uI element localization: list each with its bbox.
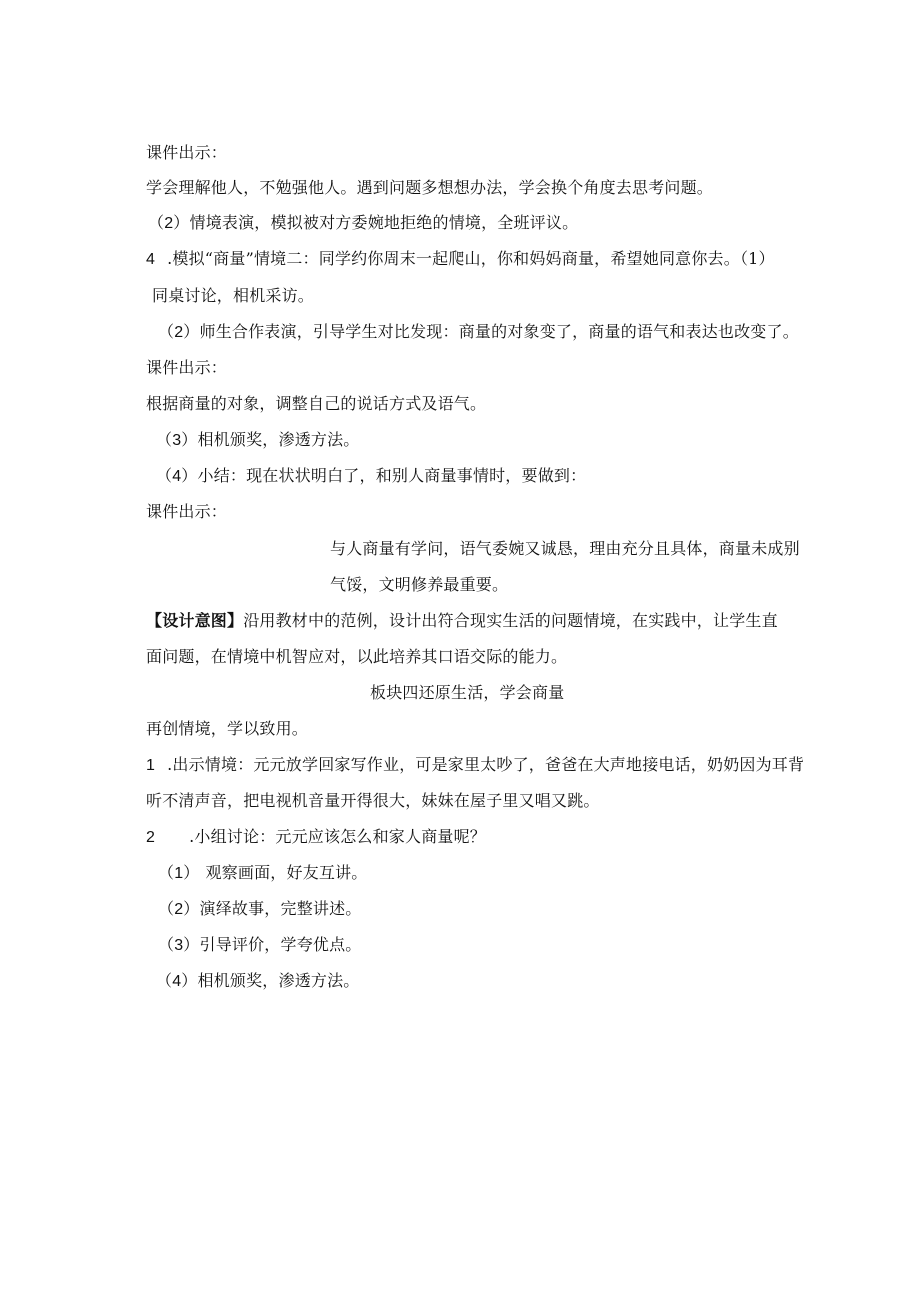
rhyme-line-2: 气馁，文明修养最重要。 — [330, 575, 509, 594]
courseware-label-2: 课件出示： — [146, 358, 228, 377]
design-intent-text: 沿用教材中的范例，设计出符合现实生活的问题情境，在实践中，让学生直 — [243, 611, 778, 630]
item-number: （1） — [158, 865, 200, 882]
sub-item-2 — [158, 898, 362, 921]
sub-item-3 — [158, 934, 362, 957]
item-text: 师生合作表演，引导学生对比发现：商量的对象变了，商量的语气和表达也改变了。 — [199, 322, 799, 341]
item-number: （4） — [156, 973, 198, 990]
item-4-scenario-two — [146, 248, 775, 271]
item-text: 相机颁奖，渗透方法。 — [197, 430, 360, 449]
item-number: （2） — [148, 215, 190, 232]
item-2-role-play — [148, 212, 578, 235]
sub-item-4 — [156, 970, 360, 993]
item-text: 观察画面，好友互讲。 — [205, 863, 368, 882]
courseware-text-2: 根据商量的对象，调整自己的说话方式及语气。 — [146, 394, 487, 413]
courseware-label-3: 课件出示： — [146, 502, 228, 521]
item-1-continuation: 听不清声音，把电视机音量开得很大，妹妹在屋子里又唱又跳。 — [146, 791, 600, 810]
sub-item-1 — [158, 862, 368, 885]
section-heading: 板块四还原生活，学会商量 — [370, 683, 565, 702]
item-text: 引导评价，学夸优点。 — [199, 935, 362, 954]
item-number: 4 — [146, 251, 156, 268]
design-intent-continuation: 面问题，在情境中机智应对，以此培养其口语交际的能力。 — [146, 647, 568, 666]
section-intro: 再创情境，学以致用。 — [146, 719, 309, 738]
item-1-show-scenario — [146, 754, 804, 777]
design-intent-label: 【设计意图】 — [146, 611, 244, 630]
item-text: 演绎故事，完整讲述。 — [199, 899, 362, 918]
item-number: （2） — [158, 324, 200, 341]
item-text: 情境表演，模拟被对方委婉地拒绝的情境，全班评议。 — [189, 213, 579, 232]
item-2-teacher-student — [158, 321, 799, 344]
item-4-summary — [156, 465, 586, 488]
item-number: 1 — [146, 757, 156, 774]
item-3-award — [156, 429, 360, 452]
item-number: （2） — [158, 901, 200, 918]
item-text: .出示情境：元元放学回家写作业，可是家里太吵了，爸爸在大声地接电话，奶奶因为耳背 — [167, 755, 805, 774]
courseware-text-1: 学会理解他人，不勉强他人。遇到问题多想想办法，学会换个角度去思考问题。 — [146, 178, 714, 197]
item-text: 相机颁奖，渗透方法。 — [197, 971, 360, 990]
item-number: （3） — [158, 937, 200, 954]
item-text: .模拟“商量”情境二：同学约你周末一起爬山，你和妈妈商量，希望她同意你去。（1） — [167, 249, 775, 268]
design-intent — [146, 610, 778, 632]
item-4-continuation: 同桌讨论，相机采访。 — [152, 286, 315, 305]
item-2-group-discussion — [146, 826, 486, 849]
rhyme-line-1: 与人商量有学问，语气委婉又诚恳，理由充分且具体，商量未成别 — [330, 539, 800, 558]
item-number: （3） — [156, 432, 198, 449]
item-text: .小组讨论：元元应该怎么和家人商量呢？ — [189, 827, 486, 846]
item-text: 小结：现在状状明白了，和别人商量事情时，要做到： — [197, 466, 587, 485]
item-number: （4） — [156, 468, 198, 485]
courseware-label-1: 课件出示： — [146, 143, 228, 162]
item-number: 2 — [146, 829, 156, 846]
